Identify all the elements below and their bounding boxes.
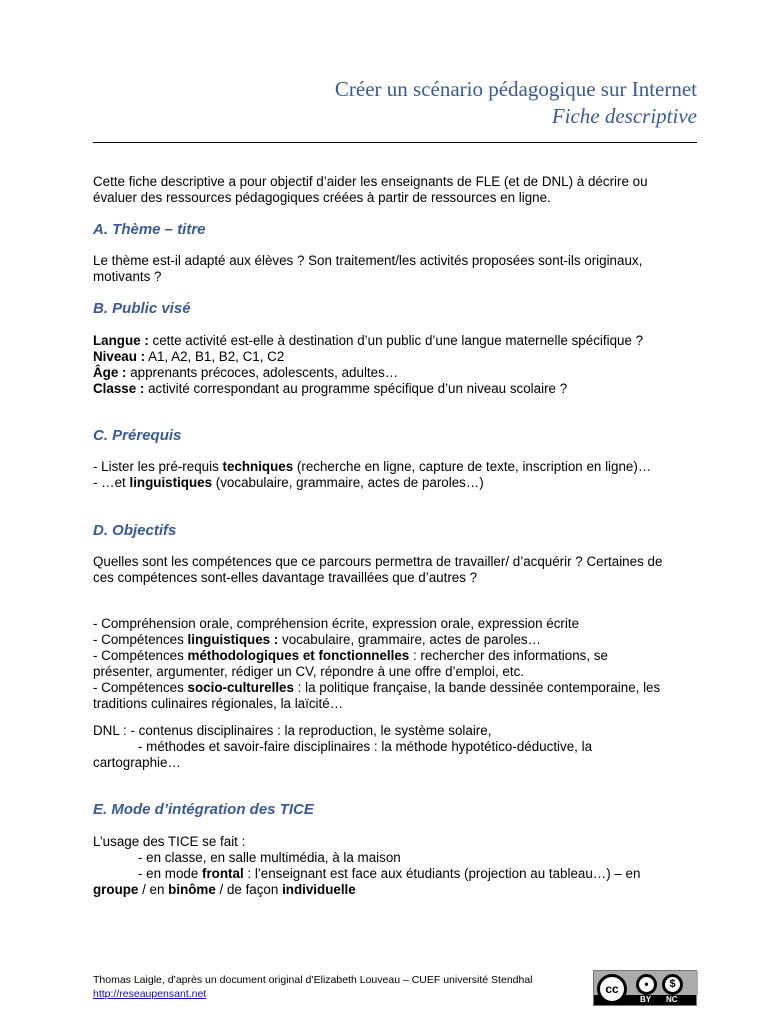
section-public-list xyxy=(93,333,697,397)
public-row-classe: Classe : activité correspondant au programme spécifique d’un niveau scolaire ? xyxy=(93,381,568,396)
cc-icon: cc xyxy=(597,974,627,1004)
public-row-age: Âge : apprenants précoces, adolescents, adultes… xyxy=(93,365,399,380)
section-objectifs-list: - Compréhension orale, compréhension écrite, expression orale, expression écrite - Compétences linguistiques : vocabulaire, grammaire, actes de paroles… - Compétences méthodologiques et fonctionnelles : rechercher des informations, se présenter, argumenter, rédiger un CV, répondre à une offre d’emploi, etc. - Compétences socio-culturelles : la politique française, la bande dessinée contemporaine, les traditions culinaires régionales, la laïcité… xyxy=(93,616,661,711)
intro-paragraph: Cette fiche descriptive a pour objectif d’aider les enseignants de FLE (et de DNL) à décrire ou évaluer des ressources pédagogiques créées à partir de ressources en ligne. xyxy=(93,174,648,205)
public-row-niveau: Niveau : A1, A2, B1, B2, C1, C2 xyxy=(93,349,285,364)
public-row-langue: Langue : cette activité est-elle à destination d’un public d’une langue maternelle spécifique ? xyxy=(93,333,644,348)
header-divider xyxy=(93,142,697,143)
license-by-label: BY xyxy=(640,995,652,1004)
no-dollar-icon: $ xyxy=(662,974,683,995)
section-heading-objectifs: D. Objectifs xyxy=(93,522,177,539)
document-title: Créer un scénario pédagogique sur Internet xyxy=(334,77,697,101)
document-subtitle: Fiche descriptive xyxy=(551,104,697,128)
section-objectifs-question: Quelles sont les compétences que ce parcours permettra de travailler/ d’acquérir ? Certaines de ces compétences sont-elles davantage travaillées que d’autres ? xyxy=(93,554,663,585)
section-heading-tice: E. Mode d’intégration des TICE xyxy=(93,801,314,818)
footer xyxy=(93,973,533,1001)
document-page xyxy=(93,0,697,1024)
footer-link[interactable]: http://reseaupensant.net xyxy=(93,988,207,1000)
section-heading-public: B. Public visé xyxy=(93,300,191,317)
section-theme-text: Le thème est-il adapté aux élèves ? Son traitement/les activités proposées sont-ils originaux, motivants ? xyxy=(93,253,643,284)
person-icon: • xyxy=(636,974,657,995)
section-tice-text: L’usage des TICE se fait : - en classe, en salle multimédia, à la maison - en mode frontal : l’enseignant est face aux étudiants (projection au tableau…) – en groupe / en binôme / de façon individuelle xyxy=(93,834,641,897)
document-header xyxy=(335,76,697,130)
cc-license-badge xyxy=(593,970,697,1006)
section-objectifs-dnl: DNL : - contenus disciplinaires : la reproduction, le système solaire, - méthodes et savoir-faire disciplinaires : la méthode hypotético-déductive, la cartographie… xyxy=(93,723,593,770)
section-heading-prerequis: C. Prérequis xyxy=(93,427,182,444)
section-heading-theme: A. Thème – titre xyxy=(93,221,206,238)
license-nc-label: NC xyxy=(666,995,678,1004)
footer-credit: Thomas Laigle, d’après un document original d’Elizabeth Louveau – CUEF université Stendhal xyxy=(93,974,533,986)
section-prerequis-text: - Lister les pré-requis techniques (recherche en ligne, capture de texte, inscription en ligne)… - …et linguistiques (vocabulaire, grammaire, actes de paroles…) xyxy=(93,459,652,490)
